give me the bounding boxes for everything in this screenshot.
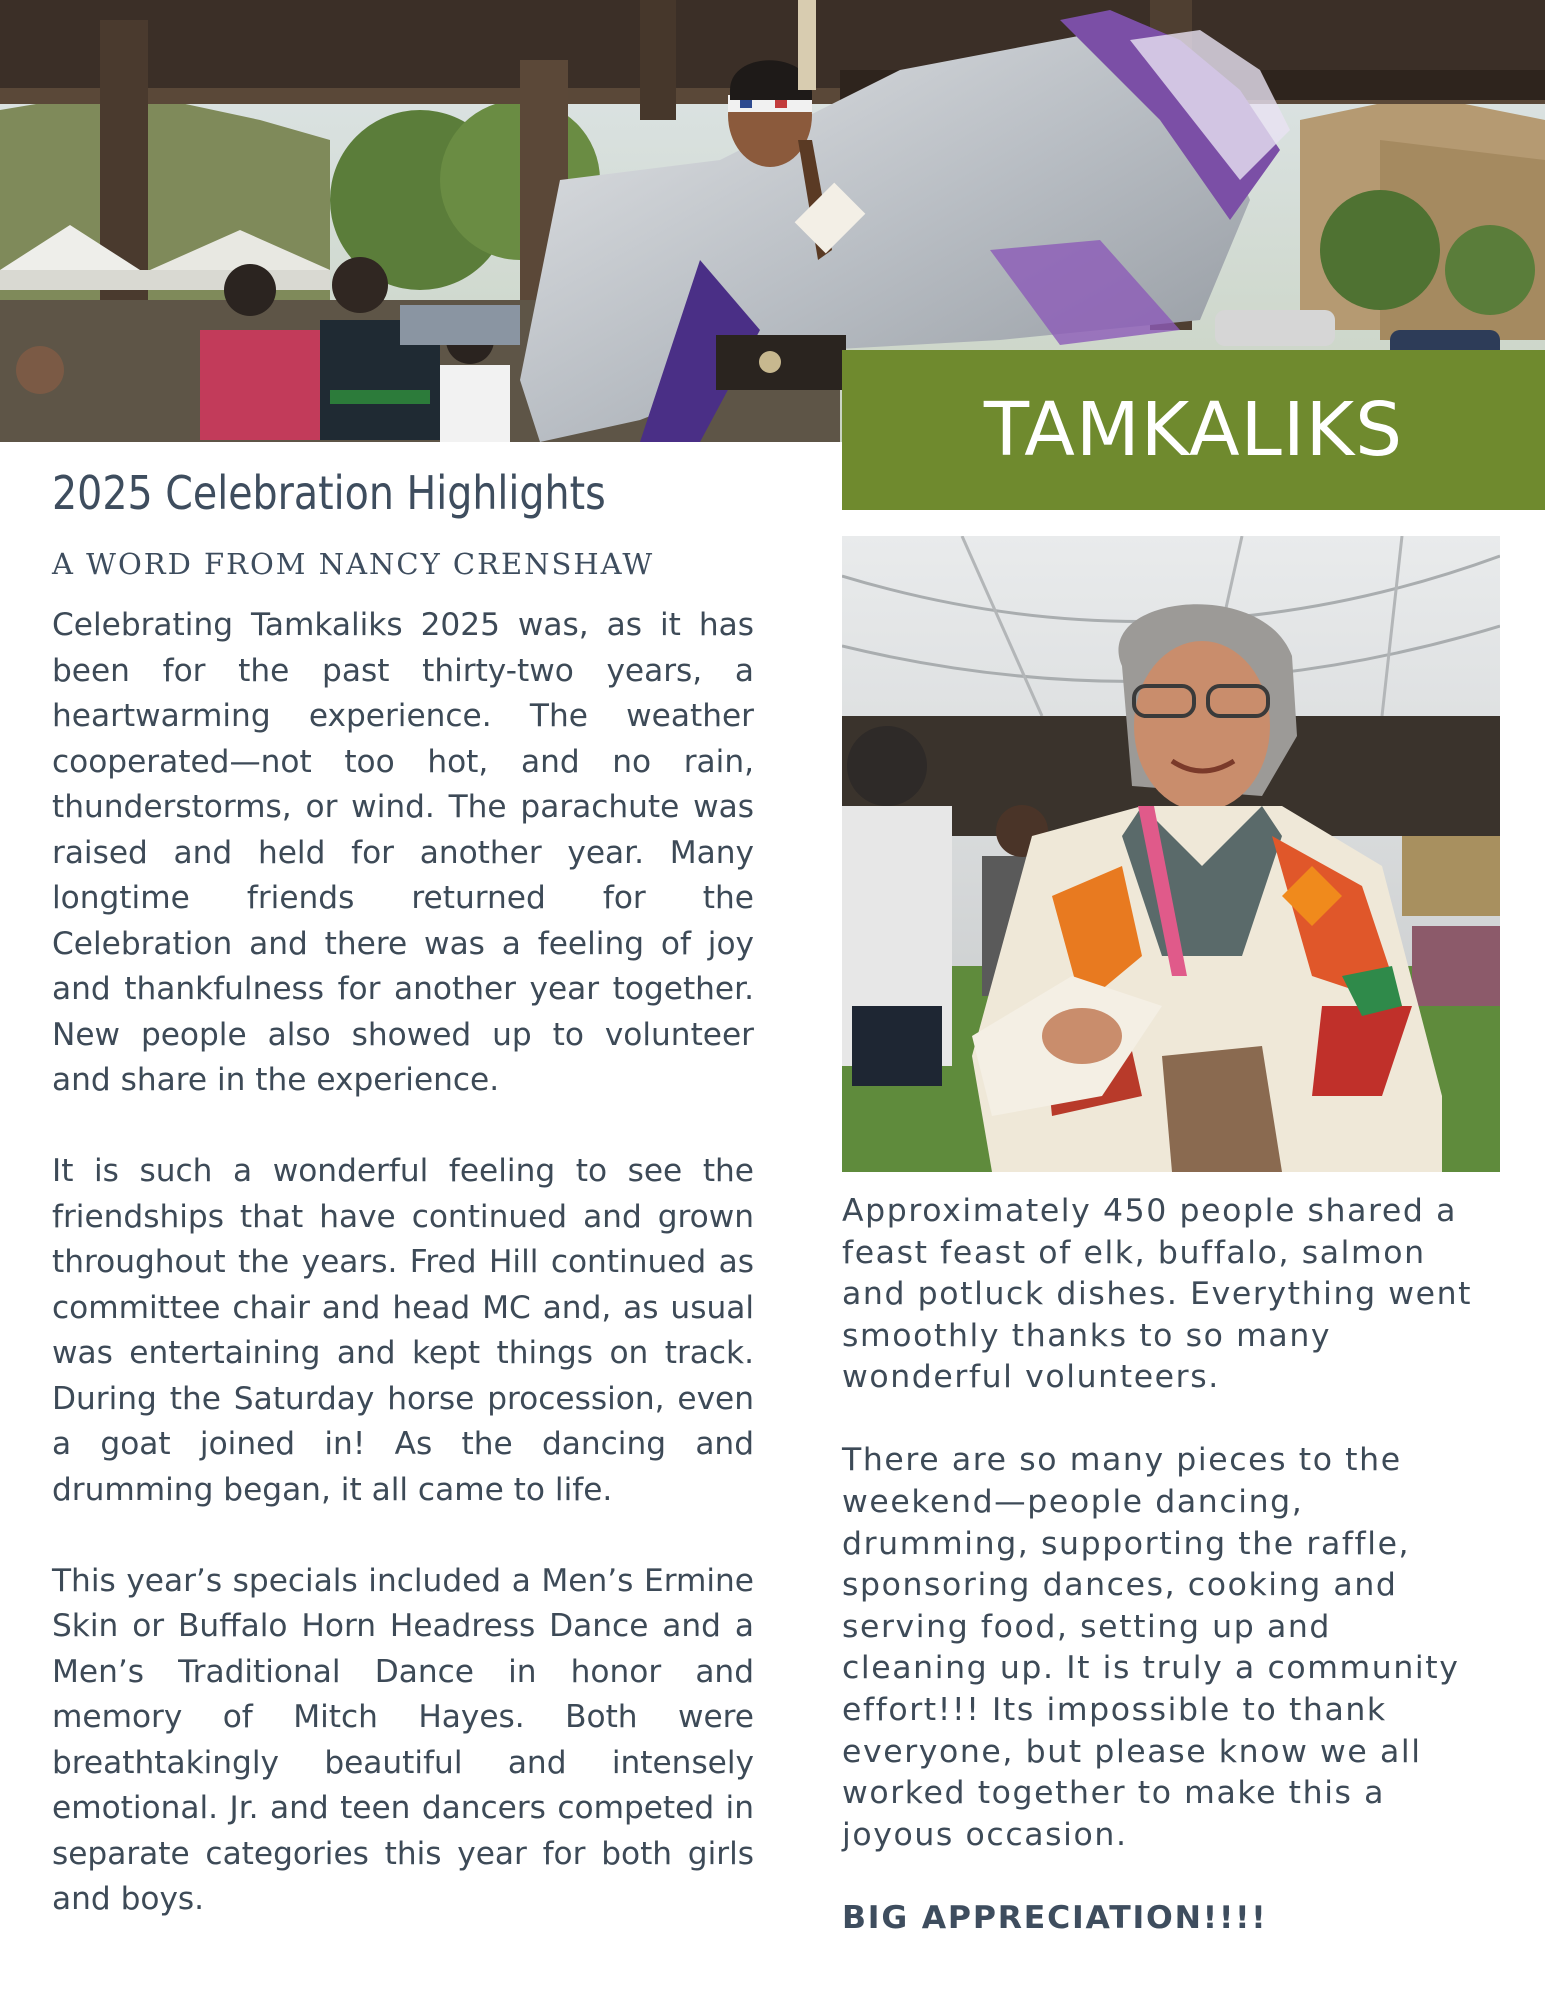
nancy-photo [842, 536, 1500, 1172]
sidebar-text [842, 1191, 1510, 1981]
sidebar-line: Approximately 450 people shared a [842, 1193, 1457, 1229]
sidebar-line: serving food, setting up and [842, 1608, 1332, 1645]
article-paragraph-3: This year’s specials included a Men’s Ermine Skin or Buffalo Horn Headress Dance and a Men’s Traditional Dance in honor and memory of Mitch Hayes. Both were breathtakingly beautiful and intensely emotional. Jr. and teen dancers competed in separate categories this year for both girls and boys. [52, 1562, 754, 1917]
article-paragraph-1: Celebrating Tamkaliks 2025 was, as it has been for the past thirty-two years, a heartwarming experience. The weather cooperated—not too hot, and no rain, thunderstorms, or wind. The parachute was raised and held for another year. Many longtime friends returned for the Celebration and there was a feeling of joy and thankfulness for another year together. New people also showed up to volunteer and share in the experience. [52, 607, 754, 1098]
article-byline: A WORD FROM NANCY CRENSHAW [52, 547, 655, 581]
sidebar-line: There are so many pieces to the [842, 1442, 1402, 1479]
tamkaliks-banner: TAMKALIKS [842, 350, 1545, 510]
sidebar-line: joyous occasion. [842, 1816, 1128, 1853]
article-body [52, 603, 754, 1968]
article-paragraph-2: It is such a wonderful feeling to see the friendships that have continued and grown throughout the years. Fred Hill continued as committee chair and head MC and, as usual was entertaining and kept things on track. During the Saturday horse procession, even a goat joined in! As the dancing and drumming began, it all came to life. [52, 1153, 754, 1508]
sidebar-line: wonderful volunteers. [842, 1359, 1220, 1396]
sidebar-line: everyone, but please know we all [842, 1733, 1422, 1770]
sidebar-line: effort!!! Its impossible to thank [842, 1692, 1387, 1729]
closing-appreciation: BIG APPRECIATION!!!! [842, 1899, 1268, 1936]
sidebar-line: feast feast of elk, buffalo, salmon [842, 1234, 1426, 1271]
woman-in-blanket-illustration [842, 536, 1500, 1172]
sidebar-line: sponsoring dances, cooking and [842, 1567, 1398, 1604]
sidebar-line: cleaning up. It is truly a community [842, 1650, 1460, 1687]
sidebar-line: worked together to make this a [842, 1775, 1386, 1812]
sidebar-line: smoothly thanks to so many [842, 1317, 1332, 1354]
article-title: 2025 Celebration Highlights [52, 466, 606, 520]
sidebar-paragraph-2 [842, 1440, 1510, 1856]
sidebar-line: and potluck dishes. Everything went [842, 1276, 1473, 1313]
sidebar-line: weekend—people dancing, [842, 1484, 1304, 1521]
sidebar-paragraph-1 [842, 1191, 1510, 1399]
sidebar-line: drumming, supporting the raffle, [842, 1525, 1411, 1562]
